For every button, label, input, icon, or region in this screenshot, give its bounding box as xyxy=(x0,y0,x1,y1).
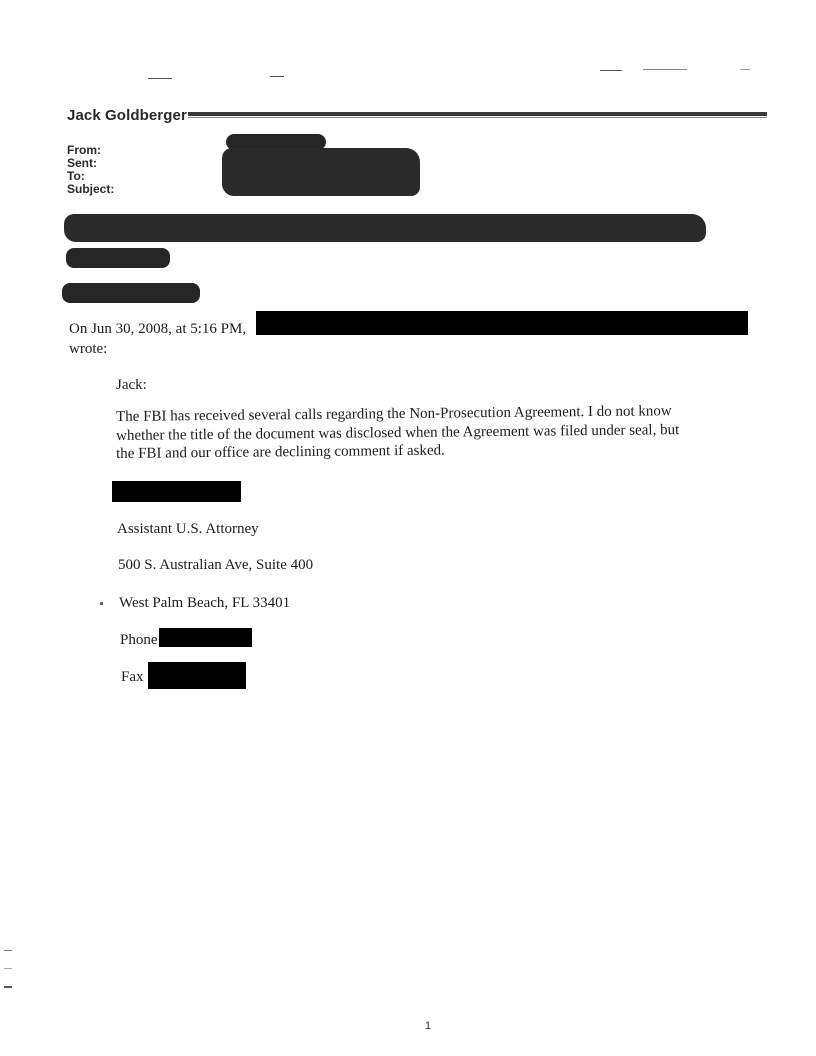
sender-name: Jack Goldberger xyxy=(67,107,187,124)
scan-mark xyxy=(148,78,172,79)
redaction-fax xyxy=(148,662,246,689)
message-paragraph-line-3: the FBI and our office are declining comment if asked. xyxy=(116,442,445,462)
signer-title: Assistant U.S. Attorney xyxy=(117,521,259,537)
from-label: From: xyxy=(67,143,101,157)
redaction-sender-email xyxy=(256,311,748,335)
to-label: To: xyxy=(67,169,85,183)
redaction-phone xyxy=(159,628,252,647)
subject-label: Subject: xyxy=(67,182,115,196)
scan-mark xyxy=(643,69,687,70)
scan-mark xyxy=(4,950,12,951)
address-line-1: 500 S. Australian Ave, Suite 400 xyxy=(118,557,314,573)
quote-intro-prefix: On Jun 30, 2008, at 5:16 PM, xyxy=(69,321,247,337)
message-paragraph-line-2: whether the title of the document was disclosed when the Agreement was filed under seal, but xyxy=(116,422,680,444)
redaction-sent-to-subject xyxy=(222,148,420,196)
page-number: 1 xyxy=(425,1020,432,1032)
header-divider xyxy=(188,112,767,116)
header-divider-underline xyxy=(188,117,767,118)
scan-mark xyxy=(100,602,103,605)
scan-mark xyxy=(740,69,750,70)
scan-mark xyxy=(4,986,12,988)
redaction-signer-name xyxy=(112,481,241,502)
scan-mark xyxy=(600,70,622,71)
scan-mark xyxy=(270,76,284,77)
quote-intro xyxy=(69,321,246,338)
redaction-body-line-2 xyxy=(66,248,170,268)
fax-label: Fax xyxy=(121,669,144,685)
redaction-body-line-1 xyxy=(64,214,706,242)
greeting: Jack: xyxy=(116,377,147,393)
quote-intro-suffix: wrote: xyxy=(69,341,108,357)
sent-label: Sent: xyxy=(67,156,97,170)
redaction-body-line-3 xyxy=(62,283,200,303)
message-paragraph-line-1: The FBI has received several calls regarding the Non-Prosecution Agreement. I do not know xyxy=(116,403,672,425)
phone-label: Phone xyxy=(120,632,158,648)
address-line-2: West Palm Beach, FL 33401 xyxy=(119,595,291,611)
scan-mark xyxy=(4,968,12,969)
